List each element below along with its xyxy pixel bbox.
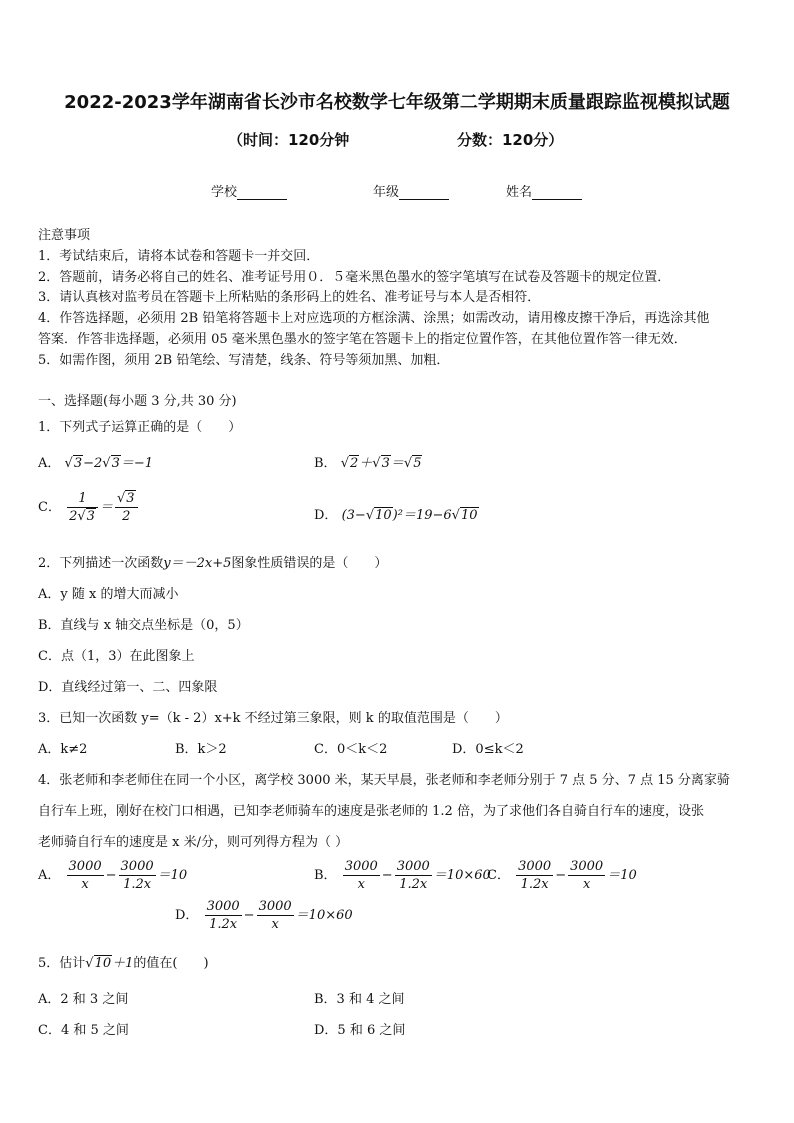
option-label: D．: [314, 508, 338, 523]
q5-stem: 5．估计√10＋1的值在( ): [38, 956, 209, 971]
q4-option-d[interactable]: D． $\frac{3000}{1.2x}$ − $\frac{3000}{x}$ ＝10×60: [175, 899, 353, 932]
q4-stem-line: 4．张老师和李老师住在同一个小区，离学校 3000 米，某天早晨，张老师和李老师分别于 7 点 5 分、7 点 15 分离家骑: [38, 773, 730, 788]
q1-option-d[interactable]: D． (3−√10)²＝19−6√10: [314, 508, 478, 523]
option-label: A．: [38, 868, 61, 883]
q5-option-c[interactable]: C．4 和 5 之间: [38, 1023, 129, 1038]
q2-stem: 2．下列描述一次函数y＝－2x+5图象性质错误的是（ ）: [38, 556, 388, 571]
q3-option-a[interactable]: A．k≠2: [38, 742, 88, 757]
q4-stem-line: 老师骑自行车的速度是 x 米/分，则可列得方程为（ ）: [38, 835, 349, 850]
q5-option-d[interactable]: D．5 和 6 之间: [314, 1023, 406, 1038]
notice-item: 答案．作答非选择题，必须用 05 毫米黑色墨水的签字笔在答题卡上的指定位置作答，在其他位置作答一律无效．: [38, 332, 687, 347]
notice-item: 3．请认真核对监考员在答题卡上所粘贴的条形码上的姓名、准考证号与本人是否相符．: [38, 290, 541, 305]
q3-option-b[interactable]: B．k＞2: [175, 742, 227, 757]
q5-option-b[interactable]: B．3 和 4 之间: [314, 992, 405, 1007]
notice-item: 2．答题前，请务必将自己的姓名、准考证号用０．５毫米黑色墨水的签字笔填写在试卷及答题卡的规定位置．: [38, 270, 671, 285]
exam-score: 分数：120分）: [457, 131, 564, 149]
notice-heading: 注意事项: [38, 228, 91, 243]
q4-stem-line: 自行车上班，刚好在校门口相遇，已知李老师骑车的速度是张老师的 1.2 倍，为了求他们各自骑自行车的速度，设张: [38, 804, 704, 819]
option-label: C．: [38, 500, 61, 515]
q2-option-a[interactable]: A．y 随 x 的增大而减小: [38, 587, 179, 602]
school-label: 学校: [211, 185, 238, 200]
q2-option-d[interactable]: D．直线经过第一、二、四象限: [38, 680, 218, 695]
option-label: B．: [314, 456, 337, 471]
notice-item: 5．如需作图，须用 2B 铅笔绘、写清楚，线条、符号等须加黑、加粗．: [38, 353, 450, 368]
q1-option-a[interactable]: A． √3−2√3＝−1: [38, 456, 154, 471]
exam-time: （时间：120分钟: [228, 131, 350, 149]
q4-option-b[interactable]: B． $\frac{3000}{x}$ − $\frac{3000}{1.2x}$ ＝10×60: [314, 859, 491, 892]
name-field[interactable]: [506, 181, 582, 200]
q4-option-a[interactable]: A． $\frac{3000}{x}$ − $\frac{3000}{1.2x}$ ＝10: [38, 859, 188, 892]
q5-option-a[interactable]: A．2 和 3 之间: [38, 992, 129, 1007]
q1-stem: 1．下列式子运算正确的是（ ）: [38, 420, 242, 435]
q3-option-d[interactable]: D．0≤k＜2: [452, 742, 524, 757]
name-label: 姓名: [506, 185, 533, 200]
option-label: A．: [38, 456, 61, 471]
notice-item: 4．作答选择题，必须用 2B 铅笔将答题卡上对应选项的方框涂满、涂黑；如需改动，请用橡皮擦干净后，再选涂其他: [38, 311, 710, 326]
q2-option-b[interactable]: B．直线与 x 轴交点坐标是（0，5）: [38, 618, 249, 633]
option-label: D．: [175, 908, 199, 923]
option-label: B．: [314, 868, 337, 883]
q1-option-c[interactable]: C． $\frac{1}{2√3}$ ＝ $\frac{√3}{2}$: [38, 490, 140, 525]
q3-option-c[interactable]: C．0＜k＜2: [314, 742, 388, 757]
q3-stem: 3．已知一次函数 y=（k - 2）x+k 不经过第三象限，则 k 的取值范围是（ ）: [38, 711, 508, 726]
grade-field[interactable]: [373, 181, 449, 200]
page-title: 2022-2023学年湖南省长沙市名校数学七年级第二学期期末质量跟踪监视模拟试题: [64, 92, 730, 113]
q4-option-c[interactable]: C． $\frac{3000}{1.2x}$ − $\frac{3000}{x}$ ＝10: [487, 859, 637, 892]
school-field[interactable]: [211, 181, 287, 200]
section-heading: 一、选择题(每小题 3 分,共 30 分): [38, 394, 237, 409]
notice-item: 1．考试结束后，请将本试卷和答题卡一并交回．: [38, 249, 320, 264]
grade-label: 年级: [373, 185, 400, 200]
option-label: C．: [487, 868, 510, 883]
q1-option-b[interactable]: B． √2＋√3＝√5: [314, 456, 422, 471]
q2-option-c[interactable]: C．点（1，3）在此图象上: [38, 649, 195, 664]
